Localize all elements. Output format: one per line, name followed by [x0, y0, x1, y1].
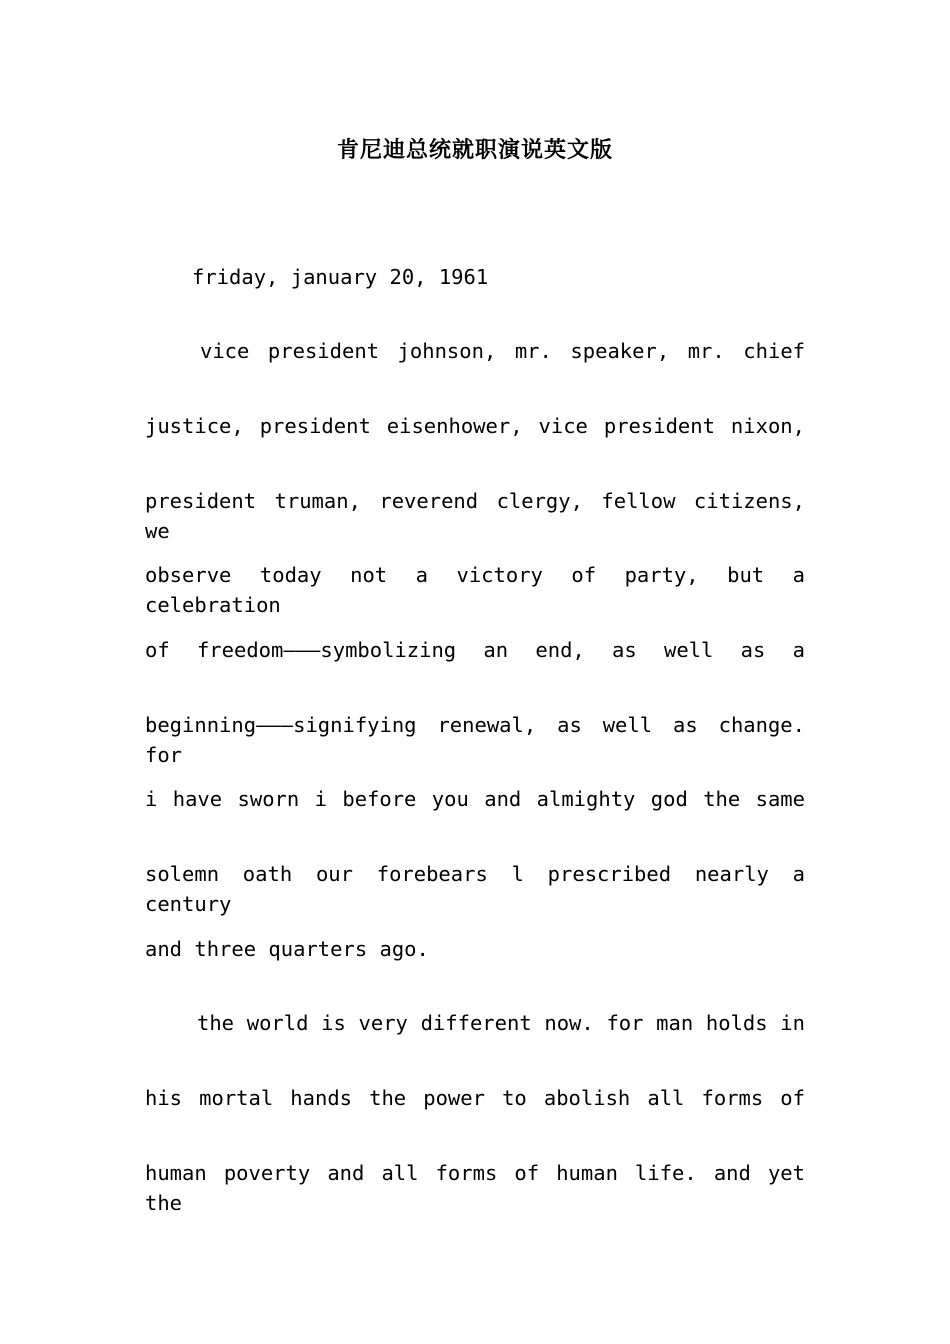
paragraph-line-7: i have sworn i before you and almighty god the same: [145, 787, 805, 811]
paragraph-line-12: human poverty and all forms of human life. and yet the: [145, 1161, 805, 1215]
date-line: friday, january 20, 1961: [192, 265, 489, 289]
paragraph-line-11: his mortal hands the power to abolish all forms of: [145, 1086, 805, 1110]
page-title: 肯尼迪总统就职演说英文版: [336, 137, 613, 163]
paragraph-line-5: of freedom———symbolizing an end, as well as a: [145, 638, 805, 662]
paragraph-line-9: and three quarters ago.: [145, 937, 429, 961]
paragraph-line-8: solemn oath our forebears l prescribed nearly a century: [145, 862, 805, 916]
paragraph-line-6: beginning———signifying renewal, as well as change. for: [145, 713, 805, 767]
paragraph-line-2: justice, president eisenhower, vice president nixon,: [145, 414, 805, 438]
paragraph-line-4: observe today not a victory of party, but a celebration: [145, 563, 805, 617]
paragraph-line-10: the world is very different now. for man holds in: [197, 1011, 805, 1035]
paragraph-line-3: president truman, reverend clergy, fellow citizens, we: [145, 489, 805, 543]
paragraph-line-1: vice president johnson, mr. speaker, mr. chief: [200, 339, 805, 363]
